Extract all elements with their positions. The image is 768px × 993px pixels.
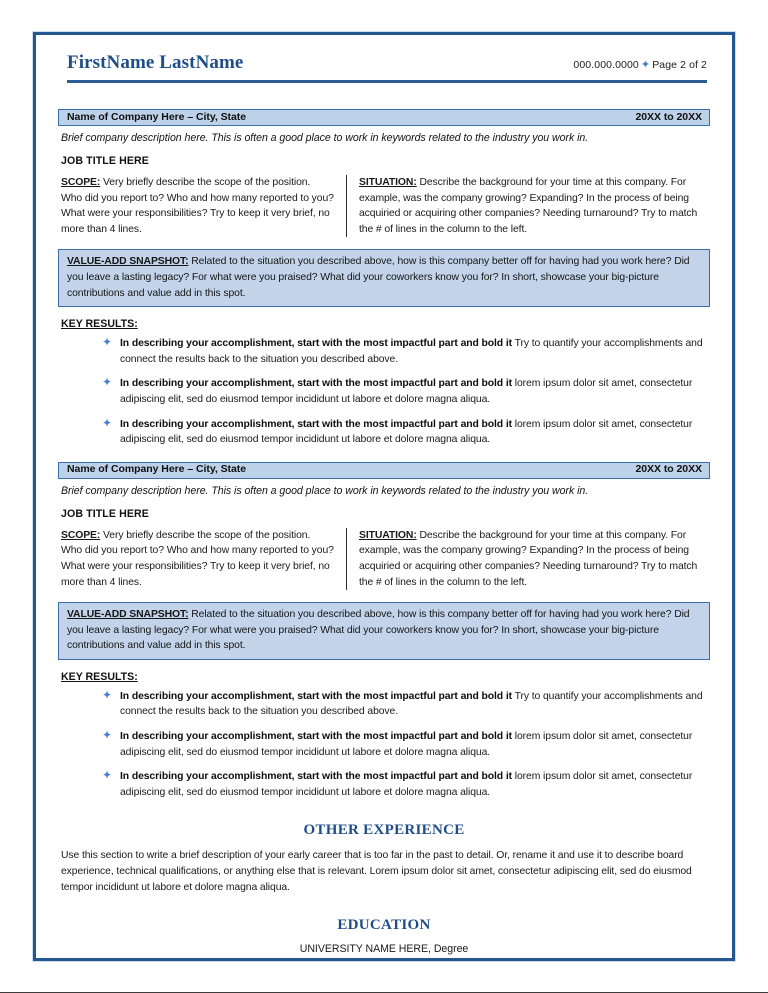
key-result-bold-lead: In describing your accomplishment, start with the most impactful part and bold it <box>120 418 512 430</box>
candidate-name: FirstName LastName <box>67 52 244 73</box>
scope-text: Very briefly describe the scope of the position. Who did you report to? Who and how many reported to you? What were your responsibilities? Try to keep it very brief, no more than 4 lines. <box>61 177 334 235</box>
key-result-item <box>58 689 710 720</box>
key-results-label: KEY RESULTS: <box>61 670 138 683</box>
key-result-rest: lorem ipsum dolor sit amet, consectetur adipiscing elit, sed do eiusmod tempor incididunt ut labore et dolore magna aliqua. <box>120 731 693 758</box>
situation-text: Describe the background for your time at this company. For example, was the company growing? Expanding? In the process of being acquiried or acquiring other companies? Needing turnaround? Try to match the # of lines in the column to the left. <box>359 529 698 588</box>
key-results-label: KEY RESULTS: <box>61 318 138 331</box>
key-result-bold-lead: In describing your accomplishment, start with the most impactful part and bold it <box>120 771 512 783</box>
other-experience-heading: OTHER EXPERIENCE <box>303 822 465 839</box>
company-name: Name of Company Here – City, State <box>67 110 246 123</box>
key-result-rest: lorem ipsum dolor sit amet, consectetur adipiscing elit, sed do eiusmod tempor incididunt ut labore et dolore magna aliqua. <box>120 378 693 405</box>
situation-text: Describe the background for your time at this company. For example, was the company growing? Expanding? In the process of being acquiried or acquiring other companies? Needing turnaround? Try to match the # of lines in the column to the left. <box>359 177 698 235</box>
value-add-label: VALUE-ADD SNAPSHOT: <box>67 609 189 621</box>
scope-situation-columns <box>61 528 710 590</box>
four-point-star-bullet-icon: ✦ <box>102 728 112 743</box>
phone-number: 000.000.0000 <box>573 59 639 71</box>
header-contact-meta <box>573 58 707 71</box>
company-dates: 20XX to 20XX <box>635 110 702 123</box>
key-results-list <box>58 336 710 448</box>
situation-column <box>346 175 710 237</box>
value-add-label: VALUE-ADD SNAPSHOT: <box>67 256 189 268</box>
four-point-star-icon: ✦ <box>640 59 651 71</box>
scope-label: SCOPE: <box>61 177 101 188</box>
company-header-bar <box>58 109 710 126</box>
page-indicator: Page 2 of 2 <box>652 59 707 71</box>
four-point-star-bullet-icon: ✦ <box>102 768 112 783</box>
header-divider-rule <box>67 80 707 83</box>
company-dates: 20XX to 20XX <box>635 463 702 476</box>
company-description: Brief company description here. This is often a good place to work in keywords related to the industry you work in. <box>61 132 589 144</box>
company-block-1 <box>58 109 710 448</box>
key-result-item <box>58 417 710 448</box>
company-name: Name of Company Here – City, State <box>67 463 246 476</box>
key-result-rest: Try to quantify your accomplishments and connect the results back to the situation you described above. <box>120 338 703 365</box>
company-description: Brief company description here. This is often a good place to work in keywords related to the industry you work in. <box>61 484 589 497</box>
education-entry: UNIVERSITY NAME HERE, Degree <box>299 943 469 956</box>
key-result-rest: lorem ipsum dolor sit amet, consectetur adipiscing elit, sed do eiusmod tempor incididunt ut labore et dolore magna aliqua. <box>120 771 693 798</box>
four-point-star-bullet-icon: ✦ <box>102 335 112 350</box>
key-result-item <box>58 729 710 760</box>
scope-label: SCOPE: <box>61 529 101 541</box>
key-result-rest: Try to quantify your accomplishments and connect the results back to the situation you described above. <box>120 690 703 718</box>
key-result-item <box>58 769 710 800</box>
experience-section <box>58 109 710 800</box>
job-title: JOB TITLE HERE <box>61 155 149 167</box>
key-result-item <box>58 376 710 407</box>
four-point-star-bullet-icon: ✦ <box>102 415 112 430</box>
company-header-bar <box>58 462 710 479</box>
education-heading: EDUCATION <box>337 917 431 934</box>
key-result-rest: lorem ipsum dolor sit amet, consectetur adipiscing elit, sed do eiusmod tempor incididunt ut labore et dolore magna aliqua. <box>120 418 693 446</box>
scope-column <box>61 528 346 590</box>
resume-header <box>58 52 710 74</box>
value-add-snapshot-box <box>58 249 710 307</box>
key-result-item <box>58 336 710 367</box>
key-result-bold-lead: In describing your accomplishment, start with the most impactful part and bold it <box>120 338 512 350</box>
key-result-bold-lead: In describing your accomplishment, start with the most impactful part and bold it <box>120 731 512 743</box>
scope-situation-columns <box>61 175 710 237</box>
four-point-star-bullet-icon: ✦ <box>102 375 112 390</box>
job-title: JOB TITLE HERE <box>61 507 149 520</box>
key-results-list <box>58 689 710 801</box>
other-experience-body: Use this section to write a brief description of your early career that is too far in the past to detail. Or, rename it and use it to describe board experience, technical qualifications, or anything else that is relevant. Lorem ipsum dolor sit amet, consectetur adipiscing elit, sed do eiusmod tempor incididunt ut labore et dolore magna aliqua. <box>61 850 692 893</box>
situation-label: SITUATION: <box>359 177 417 188</box>
value-add-text: Related to the situation you described above, how is this company better off for having had you work here? Did you leave a lasting legacy? For what were you praised? What did your coworkers know you for? In short, showcase your big-picture contributions and value add in this spot. <box>67 609 690 652</box>
resume-content <box>58 52 710 955</box>
scope-column <box>61 175 346 237</box>
value-add-text: Related to the situation you described above, how is this company better off for having had you work here? Did you leave a lasting legacy? For what were you praised? What did your coworkers know you for? In short, showcase your big-picture contributions and value add in this spot. <box>67 256 690 299</box>
four-point-star-bullet-icon: ✦ <box>102 687 112 702</box>
company-block-2 <box>58 462 710 801</box>
key-result-bold-lead: In describing your accomplishment, start with the most impactful part and bold it <box>120 378 512 390</box>
value-add-snapshot-box <box>58 602 710 660</box>
situation-column <box>346 528 710 590</box>
scope-text: Very briefly describe the scope of the position. Who did you report to? Who and how many reported to you? What were your responsibilities? Try to keep it very brief, no more than 4 lines. <box>61 529 334 588</box>
key-result-bold-lead: In describing your accomplishment, start with the most impactful part and bold it <box>120 690 512 702</box>
situation-label: SITUATION: <box>359 529 417 541</box>
